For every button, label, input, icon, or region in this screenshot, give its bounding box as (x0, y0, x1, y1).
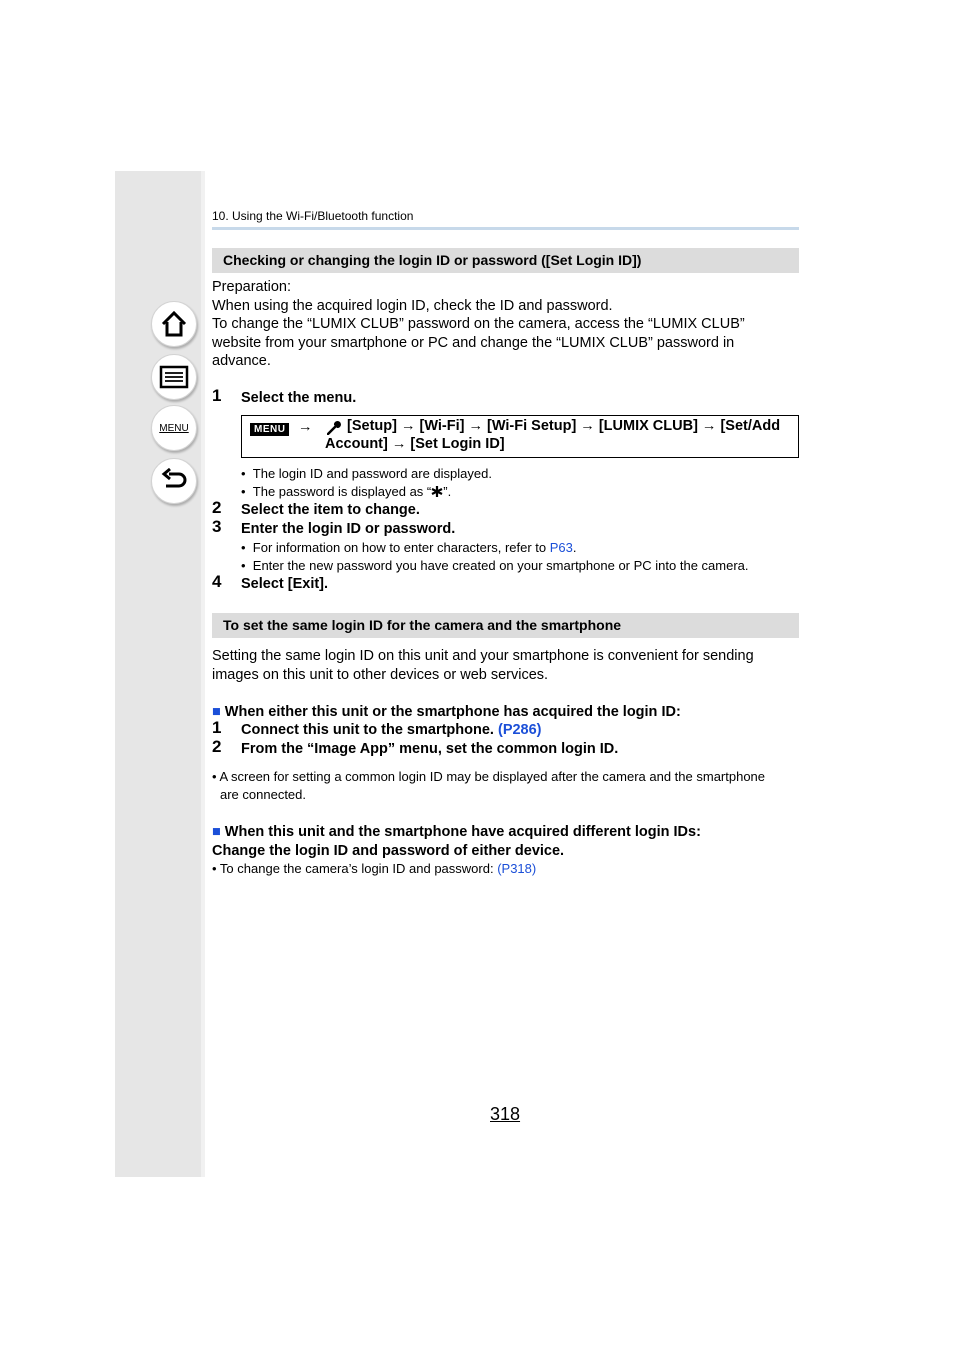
step-text: Select the item to change. (241, 502, 420, 518)
bullet-item: • The password is displayed as “ ”. (241, 484, 452, 499)
preparation-line: To change the “LUMIX CLUB” password on the camera, access the “LUMIX CLUB” (212, 316, 745, 332)
subheading: ■ When this unit and the smartphone have acquired different login IDs: (212, 824, 701, 840)
home-icon (160, 310, 188, 338)
step-number: 2 (212, 737, 222, 756)
page-link-p63[interactable]: P63 (549, 540, 573, 555)
arrow: → (298, 419, 313, 435)
step-text: Select [Exit]. (241, 576, 329, 592)
menu-badge: MENU (250, 423, 289, 436)
page-link-p286[interactable]: (P286) (497, 722, 542, 738)
step-number: 3 (212, 517, 222, 536)
bullet-item: • For information on how to enter characters, refer to P63. (241, 540, 577, 555)
page-link-p318[interactable]: (P318) (497, 861, 537, 876)
contents-list-icon (159, 365, 189, 389)
step-number: 4 (212, 572, 222, 591)
square-bullet-icon: ■ (212, 704, 221, 720)
step-text: Select the menu. (241, 390, 357, 406)
menu-path-line: [Setup] → [Wi-Fi] → [Wi-Fi Setup] → [LUMIX CLUB] → [Set/Add (347, 418, 781, 434)
page-number: 318 (490, 1104, 521, 1124)
step-number: 1 (212, 718, 222, 737)
preparation-label: Preparation: (212, 279, 291, 295)
bullet-item: • Enter the new password you have created on your smartphone or PC into the camera. (241, 558, 749, 573)
step-text: Enter the login ID or password. (241, 521, 456, 537)
step-text: Connect this unit to the smartphone. (P286) (241, 722, 542, 738)
step-number: 1 (212, 386, 222, 405)
preparation-line: advance. (212, 353, 271, 369)
section-title-set-login-id: Checking or changing the login ID or password ([Set Login ID]) (212, 248, 799, 273)
menu-path-box (241, 415, 799, 458)
menu-icon: MENU (159, 422, 189, 434)
contents-button[interactable] (151, 354, 197, 400)
chapter-rule (212, 227, 799, 230)
note-line: • A screen for setting a common login ID may be displayed after the camera and the smartphone (212, 769, 766, 784)
subheading: ■ When either this unit or the smartphone has acquired the login ID: (212, 704, 681, 720)
chapter-title: 10. Using the Wi-Fi/Bluetooth function (212, 209, 414, 223)
menu-button[interactable] (151, 405, 197, 451)
bullet-item: • The login ID and password are displayed. (241, 466, 492, 481)
note-line: are connected. (220, 787, 307, 802)
instruction: Change the login ID and password of either device. (212, 843, 565, 859)
intro-line: images on this unit to other devices or web services. (212, 667, 549, 683)
square-bullet-icon: ■ (212, 824, 221, 840)
asterisk-icon (431, 485, 443, 498)
sidebar-edge (201, 171, 205, 1177)
wrench-icon (327, 421, 341, 435)
step-number: 2 (212, 498, 222, 517)
preparation-line: When using the acquired login ID, check the ID and password. (212, 298, 613, 314)
intro-line: Setting the same login ID on this unit and your smartphone is convenient for sending (212, 648, 754, 664)
back-icon (160, 468, 188, 494)
section-title-same-login-id: To set the same login ID for the camera and the smartphone (212, 613, 799, 638)
step-text: From the “Image App” menu, set the common login ID. (241, 741, 619, 757)
back-button[interactable] (151, 458, 197, 504)
menu-path-line: Account] → [Set Login ID] (325, 436, 505, 452)
note-line: • To change the camera’s login ID and password: (P318) (212, 861, 537, 876)
home-button[interactable] (151, 301, 197, 347)
preparation-line: website from your smartphone or PC and change the “LUMIX CLUB” password in (212, 335, 735, 351)
